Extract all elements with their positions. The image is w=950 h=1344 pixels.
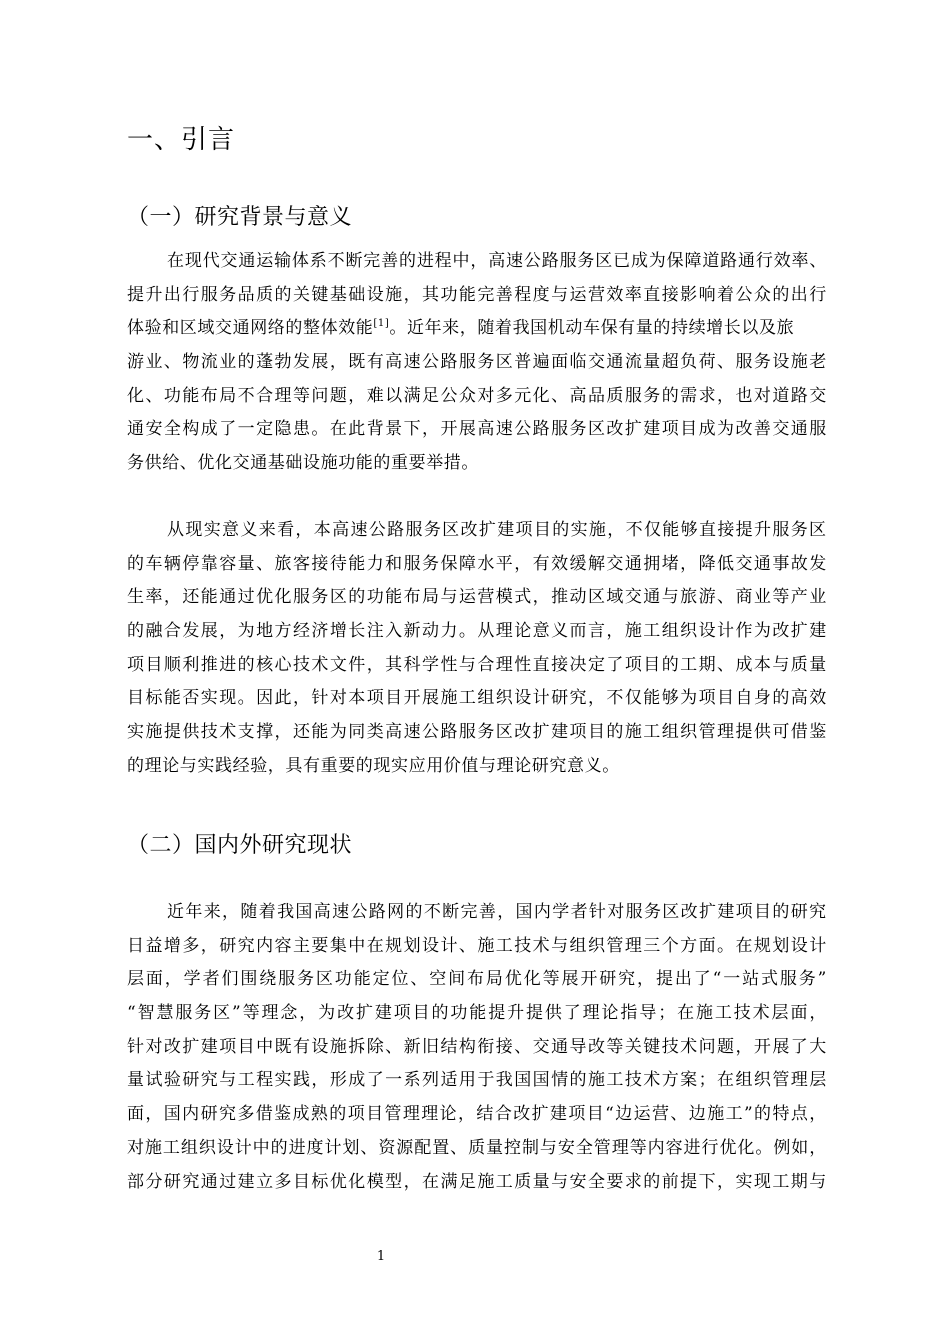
text-line: 生 率 ， 还 能 通 过 优 化 服 务 区 的 功 能 布 局 与 运 营 模 式 ， 推 动 区 域 交 通 与 旅 游 、 商 业 等 产 业 <box>127 587 827 608</box>
text-line: 面 ， 国 内 研 究 多 借 鉴 成 熟 的 项 目 管 理 理 论 ， 结 合 改 扩 建 项 目 “ 边 运 营 、 边 施 工 ” 的 特 点 ， <box>127 1104 827 1125</box>
text-line: 针 对 改 扩 建 项 目 中 既 有 设 施 拆 除 、 新 旧 结 构 衔 接 、 交 通 导 改 等 关 键 技 术 问 题 ， 开 展 了 大 <box>127 1036 827 1057</box>
citation-ref: [1] <box>373 318 390 330</box>
text-line: 的理论与实践经验，具有重要的现实应用价值与理论研究意义。 <box>127 755 620 776</box>
paragraph-significance <box>127 514 827 784</box>
text-line: 日 益 增 多 ， 研 究 内 容 主 要 集 中 在 规 划 设 计 、 施 工 技 术 与 组 织 管 理 三 个 方 面 。 在 规 划 设 计 <box>127 935 827 956</box>
text-line: 部 分 研 究 通 过 建 立 多 目 标 优 化 模 型 ， 在 满 足 施 工 质 量 与 安 全 要 求 的 前 提 下 ， 实 现 工 期 与 <box>127 1171 827 1192</box>
text-line: 化 、 功 能 布 局 不 合 理 等 问 题 ， 难 以 满 足 公 众 对 多 元 化 、 高 品 质 服 务 的 需 求 ， 也 对 道 路 交 <box>127 385 827 406</box>
text-line: 务供给、优化交通基础设施功能的重要举措。 <box>127 453 479 474</box>
chapter-heading: 一、引言 <box>127 125 236 155</box>
text-line: 近 年 来 ， 随 着 我 国 高 速 公 路 网 的 不 断 完 善 ， 国 内 学 者 针 对 服 务 区 改 扩 建 项 目 的 研 究 <box>167 902 827 922</box>
text-line: 实 施 提 供 技 术 支 撑 ， 还 能 为 同 类 高 速 公 路 服 务 区 改 扩 建 项 目 的 施 工 组 织 管 理 提 供 可 借 鉴 <box>127 722 827 743</box>
text-line: 对 施 工 组 织 设 计 中 的 进 度 计 划 、 资 源 配 置 、 质 量 控 制 与 安 全 管 理 等 内 容 进 行 优 化 。 例 如 ， <box>127 1137 827 1158</box>
paragraph-domestic-research <box>127 896 827 1199</box>
paragraph-background <box>127 245 827 481</box>
text-line: 通 安 全 构 成 了 一 定 隐 患 。 在 此 背 景 下 ， 开 展 高 速 公 路 服 务 区 改 扩 建 项 目 成 为 改 善 交 通 服 <box>127 419 827 440</box>
text-line: 的 车 辆 停 靠 容 量 、 旅 客 接 待 能 力 和 服 务 保 障 水 平 ， 有 效 缓 解 交 通 拥 堵 ， 降 低 交 通 事 故 发 <box>127 553 827 574</box>
section-heading-background: （一）研究背景与意义 <box>127 205 353 230</box>
text-line: 在 现 代 交 通 运 输 体 系 不 断 完 善 的 进 程 中 ， 高 速 公 路 服 务 区 已 成 为 保 障 道 路 通 行 效 率 、 <box>167 251 827 271</box>
text-line: 提 升 出 行 服 务 品 质 的 关 键 基 础 设 施 ， 其 功 能 完 善 程 度 与 运 营 效 率 直 接 影 响 着 公 众 的 出 行 <box>127 284 827 305</box>
section-heading-research-status: （二）国内外研究现状 <box>127 833 353 858</box>
text-line: 体验和区域交通网络的整体效能[1]。近年来，随着我国机动车保有量的持续增长以及旅 <box>127 318 795 339</box>
text-line: 从 现 实 意 义 来 看 ， 本 高 速 公 路 服 务 区 改 扩 建 项 目 的 实 施 ， 不 仅 能 够 直 接 提 升 服 务 区 <box>167 520 827 540</box>
text-line: “ 智 慧 服 务 区 ” 等 理 念 ， 为 改 扩 建 项 目 的 功 能 提 升 提 供 了 理 论 指 导 ； 在 施 工 技 术 层 面 ， <box>127 1003 827 1024</box>
text-line: 项 目 顺 利 推 进 的 核 心 技 术 文 件 ， 其 科 学 性 与 合 理 性 直 接 决 定 了 项 目 的 工 期 、 成 本 与 质 量 <box>127 654 827 675</box>
text-line: 的 融 合 发 展 ， 为 地 方 经 济 增 长 注 入 新 动 力 。 从 理 论 意 义 而 言 ， 施 工 组 织 设 计 作 为 改 扩 建 <box>127 621 827 642</box>
text-line: 层 面 ， 学 者 们 围 绕 服 务 区 功 能 定 位 、 空 间 布 局 优 化 等 展 开 研 究 ， 提 出 了 “ 一 站 式 服 务 ” <box>127 969 827 990</box>
page-number: 1 <box>376 1249 386 1264</box>
text-line: 量 试 验 研 究 与 工 程 实 践 ， 形 成 了 一 系 列 适 用 于 我 国 国 情 的 施 工 技 术 方 案 ； 在 组 织 管 理 层 <box>127 1070 827 1091</box>
text-line: 目 标 能 否 实 现 。 因 此 ， 针 对 本 项 目 开 展 施 工 组 织 设 计 研 究 ， 不 仅 能 够 为 项 目 自 身 的 高 效 <box>127 688 827 709</box>
text-line: 游 业 、 物 流 业 的 蓬 勃 发 展 ， 既 有 高 速 公 路 服 务 区 普 遍 面 临 交 通 流 量 超 负 荷 、 服 务 设 施 老 <box>127 352 827 373</box>
